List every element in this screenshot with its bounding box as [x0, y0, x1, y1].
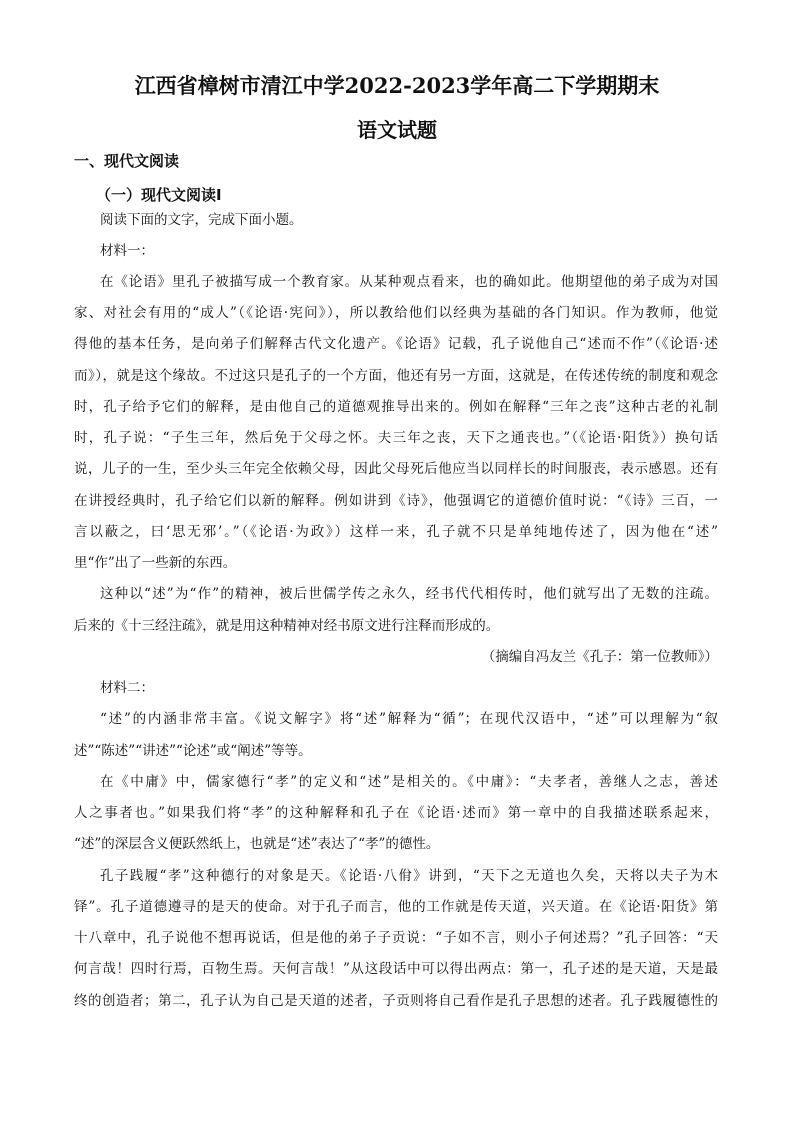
subsection-heading: （一）现代文阅读Ⅰ — [96, 186, 222, 204]
document-subtitle: 语文试题 — [357, 118, 437, 142]
document-title: 江西省樟树市清江中学2022-2023学年高二下学期期末 — [134, 73, 660, 98]
paragraph-line: 十八章中，孔子说他不想再说话，但是他的弟子子贡说：“子如不言，则小子何述焉？”孔子回答：“天 — [74, 930, 718, 946]
paragraph-line: 人之事者也。”如果我们将“孝”的这种解释和孔子在《论语·述而》第一章中的自我描述联系起来， — [74, 805, 718, 821]
paragraph-line: “述”的深层含义便跃然纸上，也就是“述”表达了“孝”的德性。 — [74, 836, 440, 852]
paragraph-line: 在《论语》里孔子被描写成一个教育家。从某种观点看来，也的确如此。他期望他的弟子成为对国 — [100, 274, 718, 290]
paragraph-line: 而》），就是这个缘故。不过这只是孔子的一个方面，他还有另一方面，这就是，在传述传统的制度和观念 — [74, 368, 718, 384]
paragraph-line: 孔子践履“孝”这种德行的对象是天。《论语·八佾》讲到，“天下之无道也久矣，天将以夫子为木 — [100, 868, 718, 884]
paragraph-line: 铎”。孔子道德遵寻的是天的使命。对于孔子而言，他的工作就是传天道，兴天道。在《论语·阳货》第 — [74, 899, 718, 915]
material2-label: 材料二： — [100, 680, 154, 696]
paragraph-line: 言以蔽之，曰‘思无邪’。”（《论语·为政》）这样一来，孔子就不只是单纯地传述了，因为他在“述” — [74, 524, 718, 540]
paragraph-line: 在《中庸》中，儒家德行“孝”的定义和“述”是相关的。《中庸》：“夫孝者，善继人之志，善述 — [100, 774, 718, 790]
paragraph-line: “述”的内涵非常丰富。《说文解字》将“述”解释为“循”；在现代汉语中，“述”可以理解为“叙 — [100, 711, 718, 727]
paragraph-line: 说，儿子的一生，至少头三年完全依赖父母，因此父母死后他应当以同样长的时间服丧，表示感恩。还有 — [74, 461, 718, 477]
paragraph-line: 时，孔子给予它们的解释，是由他自己的道德观推导出来的。例如在解释“三年之丧”这种古老的礼制 — [74, 399, 718, 415]
paragraph-line: 得他的基本任务，是向弟子们解释古代文化遗产。《论语》记载，孔子说他自己“述而不作”（《论语·述 — [74, 336, 718, 352]
paragraph-line: 何言哉！四时行焉，百物生焉。天何言哉！”从这段话中可以得出两点：第一，孔子述的是天道，天是最 — [74, 961, 718, 977]
paragraph-line: 时，孔子说：“子生三年，然后免于父母之怀。夫三年之丧，天下之通丧也。”（《论语·阳货》）换句话 — [74, 430, 718, 446]
material1-label: 材料一： — [100, 243, 154, 259]
source-citation: （摘编自冯友兰《孔子：第一位教师》） — [481, 649, 718, 665]
paragraph-line: 后来的《十三经注疏》，就是用这种精神对经书原文进行注释而形成的。 — [74, 618, 500, 634]
paragraph-line: 终的创造者；第二，孔子认为自己是天道的述者，子贡则将自己看作是孔子思想的述者。孔子践履德性的 — [74, 993, 718, 1009]
paragraph-line: 这种以“述”为“作”的精神，被后世儒学传之永久，经书代代相传时，他们就写出了无数的注疏。 — [100, 586, 718, 602]
paragraph-line: 里“作”出了一些新的东西。 — [74, 555, 237, 571]
paragraph-line: 家、对社会有用的“成人”（《论语·宪问》），所以教给他们以经典为基础的各门知识。作为教师，他觉 — [74, 305, 718, 321]
section-heading: 一、现代文阅读 — [74, 152, 180, 170]
paragraph-line: 在讲授经典时，孔子给它们以新的解释。例如讲到《诗》，他强调它的道德价值时说：“《诗》三百，一 — [74, 493, 718, 509]
instruction-text: 阅读下面的文字，完成下面小题。 — [100, 212, 303, 228]
paragraph-line: 述”“陈述”“讲述”“论述”或“阐述”等等。 — [74, 743, 312, 759]
